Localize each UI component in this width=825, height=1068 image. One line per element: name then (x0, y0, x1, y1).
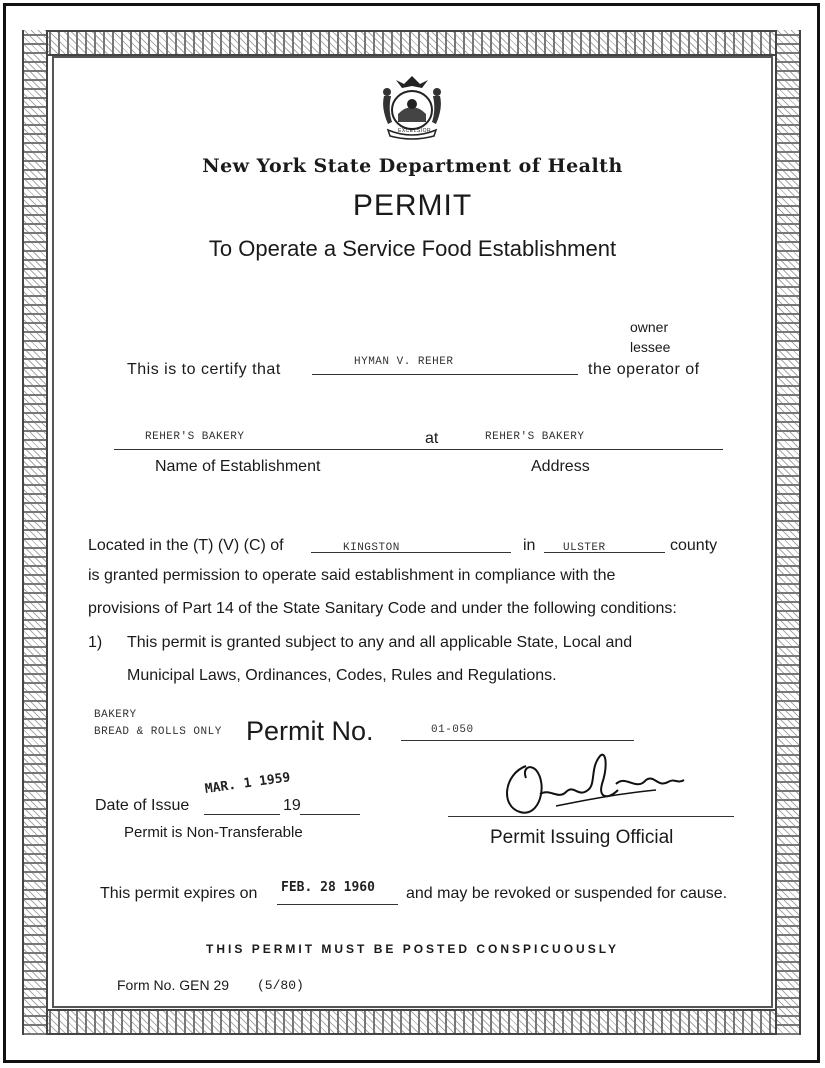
page-title: PERMIT (352, 189, 473, 222)
border-top (22, 30, 801, 56)
expiry-date-stamp: FEB. 28 1960 (281, 880, 375, 895)
border-bottom (22, 1009, 801, 1035)
posting-notice: THIS PERMIT MUST BE POSTED CONSPICUOUSLY (206, 942, 619, 956)
non-transferable-note: Permit is Non-Transferable (124, 824, 303, 841)
permit-note-line-2: BREAD & ROLLS ONLY (94, 726, 222, 738)
operator-name: HYMAN V. REHER (354, 356, 454, 368)
establishment-address: REHER'S BAKERY (485, 431, 585, 443)
location-prefix: Located in the (T) (V) (C) of (88, 537, 284, 554)
agency-heading: New York State Department of Health (202, 155, 623, 177)
form-revision: (5/80) (257, 978, 304, 993)
signature-icon (496, 744, 686, 822)
role-lessee: lessee (630, 339, 671, 355)
paragraph-line-1: is granted permission to operate said establishment in compliance with the (88, 567, 616, 584)
certify-prefix: This is to certify that (127, 361, 281, 378)
form-number: Form No. GEN 29 (117, 977, 230, 993)
in-label: in (523, 537, 536, 554)
condition-line-1: This permit is granted subject to any and all applicable State, Local and (127, 634, 633, 651)
permit-note-line-1: BAKERY (94, 709, 137, 721)
seal-motto: EXCELSIOR (398, 128, 432, 134)
issue-date-line (204, 814, 280, 815)
page-subtitle: To Operate a Service Food Establishment (208, 236, 617, 261)
signature-line (448, 816, 734, 817)
border-left (22, 30, 48, 1035)
issue-year-prefix: 19 (283, 797, 301, 814)
permit-number-line (401, 740, 634, 741)
operator-name-line (312, 374, 578, 375)
condition-line-2: Municipal Laws, Ordinances, Codes, Rules and Regulations. (127, 667, 557, 684)
at-label: at (425, 430, 439, 447)
address-label: Address (531, 458, 590, 475)
role-owner: owner (630, 319, 669, 335)
expiry-prefix: This permit expires on (100, 885, 258, 902)
border-right (775, 30, 801, 1035)
issue-date-label: Date of Issue (95, 797, 190, 814)
county-value: ULSTER (563, 542, 606, 554)
expiry-suffix: and may be revoked or suspended for cause. (406, 885, 728, 902)
town-line (311, 552, 511, 553)
town-value: KINGSTON (343, 542, 400, 554)
issue-year-line (300, 814, 360, 815)
permit-number: 01-050 (431, 724, 474, 736)
permit-number-label: Permit No. (246, 716, 374, 746)
establishment-line (114, 449, 723, 450)
paragraph-line-2: provisions of Part 14 of the State Sanitary Code and under the following conditions: (88, 600, 677, 617)
establishment-name: REHER'S BAKERY (145, 431, 245, 443)
issue-date-stamp: MAR. 1 1959 (203, 770, 292, 797)
county-label: county (670, 537, 718, 554)
condition-number: 1) (88, 634, 103, 651)
certify-suffix: the operator of (588, 361, 700, 378)
official-label: Permit Issuing Official (490, 827, 674, 848)
expiry-date-line (277, 904, 398, 905)
establishment-name-label: Name of Establishment (155, 458, 321, 475)
